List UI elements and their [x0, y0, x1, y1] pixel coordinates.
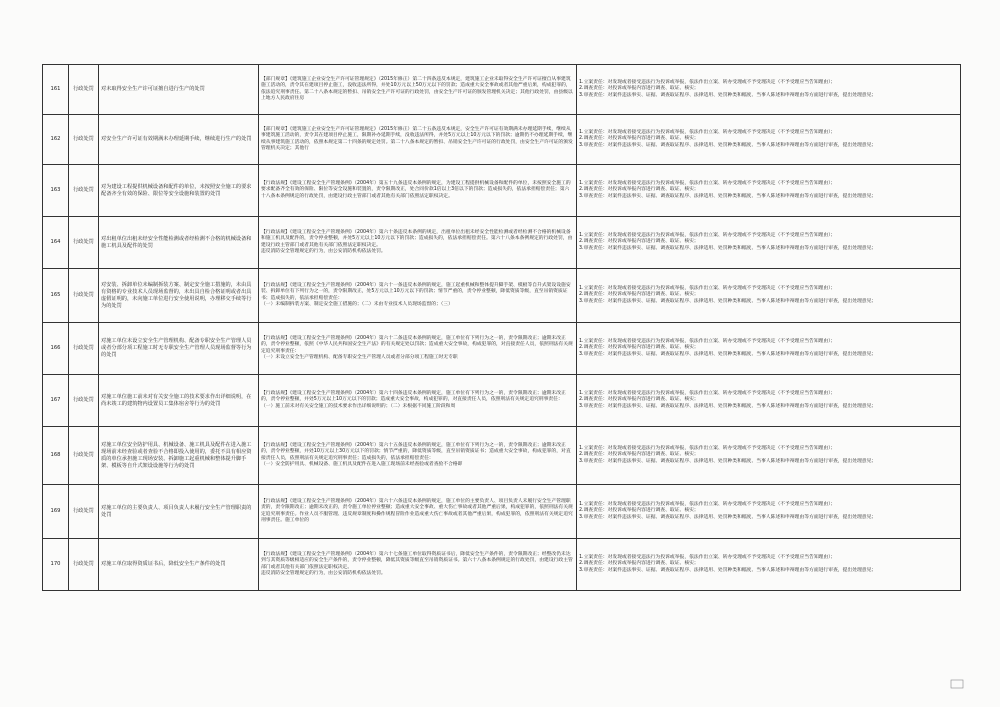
- legal-basis-paragraph: 【行政法规】《建设工程安全生产管理条例》（2004年）第六十条违反本条例的规定，出租单位出租未经安全性能检测或者经检测不合格的机械设备和施工机具及配件的，责令停业整顿，并处5万元以上10万元以下的罚款；造成损失的，依法承担赔偿责任。第六十八条本条例规定的行政处罚，由建设行政主管部门或者其他有关部门依照法定职权决定。: [261, 229, 573, 248]
- legal-basis-paragraph: 【部门规章】《建筑施工企业安全生产许可证管理规定》（2015年修正）第二十五条违反本规定，安全生产许可证有效期满未办理延期手续，继续从事建筑施工活动的，责令其在建项目停止施工，限期补办延期手续，没收违法所得，并处5万元以上10万元以下的罚款；逾期仍不办理延期手续，继续从事建筑施工活动的，依照本规定第二十四条的规定处罚。第二十八条本规定的暂扣、吊销安全生产许可证的行政处罚，由安全生产许可证的颁发管理机关决定；其他行: [261, 126, 573, 151]
- responsibility-item: 2.调查责任：对投诉或举报内容进行调查、取证、核实；: [579, 187, 699, 193]
- power-type: 行政处罚: [69, 115, 99, 165]
- legal-basis-paragraph: 【行政法规】《建设工程安全生产管理条例》（2004年）第六十五条违反本条例的规定，施工单位有下列行为之一的，责令限期改正；逾期未改正的，责令停业整顿，并处10万元以上30万元以下的罚款；情节严重的，降低资质等级，直至吊销资质证书；造成重大安全事故，构成犯罪的，对直接责任人员，依照刑法有关规定追究刑事责任；造成损失的，依法承担赔偿责任：: [261, 442, 571, 461]
- legal-basis: [259, 427, 577, 485]
- responsibility-item: 1.立案责任：对发现或者接受违法行为投诉或举报，依法作出立案、转办受理或不予受理决定（不予受理应当告知理由）；: [579, 232, 836, 238]
- legal-basis-paragraph: （一）安全防护用具、机械设备、施工机具及配件在进入施工现场前未经查验或者查验不合格即: [261, 461, 463, 467]
- power-type: 行政处罚: [69, 375, 99, 427]
- responsibility-list: [577, 165, 961, 217]
- responsibility-item: 2.调查责任：对投诉或举报内容进行调查、取证、核实；: [579, 136, 699, 142]
- row-number: 170: [43, 539, 69, 591]
- responsibility-list: [577, 217, 961, 269]
- responsibility-list: [577, 427, 961, 485]
- power-name: 对安装、拆卸单位未编制拆装方案、制定安全施工措施的，未由具有资格的专业技术人员现场监督的，未出具自检合格证明或者出具虚假证明的，未向施工单位进行安全使用说明，办理移交手续等行为的处罚: [99, 269, 259, 323]
- responsibility-item: 1.立案责任：对发现或者接受违法行为投诉或举报，依法作出立案、转办受理或不予受理决定（不予受理应当告知理由）；: [579, 390, 836, 396]
- legal-basis-paragraph: 【行政法规】《建设工程安全生产管理条例》（2004年）第六十七条施工单位取得资质证书后，降低安全生产条件的，责令限期改正；经整改仍未达到与其资质等级相适应的安全生产条件的，责令停业整顿，降低其资质等级直至吊销资质证书。第六十八条本条例规定的行政处罚，由建设行政主管部门或者其他有关部门依照法定职权决定。: [261, 551, 573, 570]
- responsibility-list: [577, 269, 961, 323]
- legal-basis: [259, 539, 577, 591]
- legal-basis-paragraph: 【行政法规】《建设工程安全生产管理条例》（2004年）第六十四条违反本条例的规定，施工单位有下列行为之一的，责令限期改正；逾期未改正的，责令停业整顿，并处5万元以上10万元以下的罚款；造成重大安全事故，构成犯罪的，对直接责任人员，依照刑法有关规定追究刑事责任：: [261, 390, 566, 403]
- table-row: [43, 165, 961, 217]
- responsibility-item: 3.审查责任：对案件违法事实、证据、调查取证程序、法律适用、处罚种类和幅度、当事人陈述和申辩理由等方面进行审查，提出处理意见；: [579, 514, 877, 520]
- legal-basis-paragraph: 违反消防安全管理规定的行为，由公安消防机构依法处罚。: [261, 570, 386, 576]
- responsibility-item: 1.立案责任：对发现或者接受违法行为投诉或举报，依法作出立案、转办受理或不予受理决定（不予受理应当告知理由）；: [579, 445, 836, 451]
- responsibility-item: 3.审查责任：对案件违法事实、证据、调查取证程序、法律适用、处罚种类和幅度、当事人陈述和申辩理由等方面进行审查，提出处理意见；: [579, 142, 877, 148]
- responsibility-item: 3.审查责任：对案件违法事实、证据、调查取证程序、法律适用、处罚种类和幅度、当事人陈述和申辩理由等方面进行审查，提出处理意见；: [579, 92, 877, 98]
- responsibility-list: [577, 65, 961, 115]
- row-number: 168: [43, 427, 69, 485]
- table-row: [43, 323, 961, 375]
- responsibility-list: [577, 539, 961, 591]
- responsibility-item: 2.调查责任：对投诉或举报内容进行调查、取证、核实；: [579, 86, 699, 92]
- power-type: 行政处罚: [69, 323, 99, 375]
- table-row: [43, 65, 961, 115]
- row-number: 169: [43, 485, 69, 539]
- power-type: 行政处罚: [69, 269, 99, 323]
- responsibility-item: 1.立案责任：对发现或者接受违法行为投诉或举报，依法作出立案、转办受理或不予受理决定（不予受理应当告知理由）；: [579, 554, 836, 560]
- legal-basis-paragraph: 【行政法规】《建设工程安全生产管理条例》（2004年）第五十九条违反本条例的规定，为建设工程提供机械设备和配件的单位，未按照安全施工的要求配备齐全有效的保险、限位等安全设施和装置的，责令限期改正，处合同价款1倍以上3倍以下的罚款；造成损失的，依法承担赔偿责任；第六十八条本条例规定的行政处罚，由建设行政主管部门或者其他有关部门依照法定职权决定。: [261, 180, 571, 199]
- row-number: 167: [43, 375, 69, 427]
- power-list-table: [42, 64, 961, 591]
- page-mark-icon: [950, 679, 964, 689]
- table-row: [43, 269, 961, 323]
- responsibility-list: [577, 323, 961, 375]
- responsibility-item: 1.立案责任：对发现或者接受违法行为投诉或举报，依法作出立案、转办受理或不予受理决定（不予受理应当告知理由）；: [579, 501, 836, 507]
- legal-basis-paragraph: （一）未设立安全生产管理机构、配备专职安全生产管理人员或者分部分项工程施工时无专职: [261, 354, 458, 360]
- responsibility-item: 2.调查责任：对投诉或举报内容进行调查、取证、核实；: [579, 452, 699, 458]
- table-row: [43, 217, 961, 269]
- table-row: [43, 539, 961, 591]
- power-name: 对施工单位安全防护用具、机械设备、施工机具及配件在进入施工现场前未经查验或者查验不合格即投入使用的，委托不具有相应资质的单位承担施工现场安装、拆卸施工起重机械和整体提升脚手架、模板等自升式架设设施等行为的处罚: [99, 427, 259, 485]
- power-name: 对安全生产许可证有效期满未办理延期手续，继续进行生产的处罚: [99, 115, 259, 165]
- legal-basis: [259, 217, 577, 269]
- table-row: [43, 115, 961, 165]
- row-number: 164: [43, 217, 69, 269]
- power-type: 行政处罚: [69, 217, 99, 269]
- power-name: 对施工单位取得资质证书后，降低安全生产条件的处罚: [99, 539, 259, 591]
- responsibility-item: 1.立案责任：对发现或者接受违法行为投诉或举报，依法作出立案、转办受理或不予受理决定（不予受理应当告知理由）；: [579, 180, 836, 186]
- responsibility-item: 2.调查责任：对投诉或举报内容进行调查、取证、核实；: [579, 397, 699, 403]
- legal-basis: [259, 485, 577, 539]
- legal-basis-paragraph: 【行政法规】《建设工程安全生产管理条例》（2004年）第六十一条违反本条例的规定，施工起重机械和整体提升脚手架、模板等自升式架设设施安装、拆卸单位有下列行为之一的，责令限期改正，处5万元以上10万元以下的罚款；情节严重的，责令停业整顿，降低资质等级，直至吊销资质证书；造成损失的，依法承担赔偿责任：: [261, 282, 571, 301]
- legal-basis: [259, 165, 577, 217]
- row-number: 162: [43, 115, 69, 165]
- responsibility-item: 1.立案责任：对发现或者接受违法行为投诉或举报，依法作出立案、转办受理或不予受理决定（不予受理应当告知理由）；: [579, 338, 836, 344]
- power-name: 对施工单位未设立安全生产管理机构、配备专职安全生产管理人员或者分部分项工程施工时无专职安全生产管理人员现场监督等行为的处罚: [99, 323, 259, 375]
- power-type: 行政处罚: [69, 165, 99, 217]
- responsibility-item: 3.审查责任：对案件违法事实、证据、调查取证程序、法律适用、处罚种类和幅度、当事人陈述和申辩理由等方面进行审查，提出处理意见；: [579, 458, 877, 464]
- responsibility-item: 2.调查责任：对投诉或举报内容进行调查、取证、核实；: [579, 508, 699, 514]
- responsibility-item: 2.调查责任：对投诉或举报内容进行调查、取证、核实；: [579, 345, 699, 351]
- row-number: 163: [43, 165, 69, 217]
- table-row: [43, 485, 961, 539]
- power-name: 对施工单位的主要负责人、项目负责人未履行安全生产管理职责的处罚: [99, 485, 259, 539]
- responsibility-list: [577, 375, 961, 427]
- responsibility-item: 3.审查责任：对案件违法事实、证据、调查取证程序、法律适用、处罚种类和幅度、当事人陈述和申辩理由等方面进行审查，提出处理意见；: [579, 403, 877, 409]
- responsibility-item: 2.调查责任：对投诉或举报内容进行调查、取证、核实；: [579, 239, 699, 245]
- table-row: [43, 375, 961, 427]
- legal-basis: [259, 65, 577, 115]
- row-number: 161: [43, 65, 69, 115]
- table-row: [43, 427, 961, 485]
- power-type: 行政处罚: [69, 485, 99, 539]
- power-type: 行政处罚: [69, 427, 99, 485]
- power-type: 行政处罚: [69, 65, 99, 115]
- responsibility-item: 1.立案责任：对发现或者接受违法行为投诉或举报，依法作出立案、转办受理或不予受理决定（不予受理应当告知理由）；: [579, 285, 836, 291]
- legal-basis-paragraph: 【部门规章】《建筑施工企业安全生产许可证管理规定》（2015年修正）第二十四条违反本规定，建筑施工企业未取得安全生产许可证擅自从事建筑施工活动的，责令其在建项目停止施工，没收违法所得，并处10万元以上50万元以下的罚款；造成重大安全事故或者其他严重后果，构成犯罪的，依法追究刑事责任。第二十八条本规定的暂扣、吊销安全生产许可证的行政处罚，由安全生产许可证的颁发管理机关决定；其他行政处罚，由县级以上地方人民政府住房: [261, 76, 573, 101]
- power-name: 对未取得安全生产许可证擅自进行生产的处罚: [99, 65, 259, 115]
- responsibility-item: 3.审查责任：对案件违法事实、证据、调查取证程序、法律适用、处罚种类和幅度、当事人陈述和申辩理由等方面进行审查，提出处理意见；: [579, 351, 877, 357]
- responsibility-item: 3.审查责任：对案件违法事实、证据、调查取证程序、法律适用、处罚种类和幅度、当事人陈述和申辩理由等方面进行审查，提出处理意见；: [579, 567, 877, 573]
- responsibility-item: 1.立案责任：对发现或者接受违法行为投诉或举报，依法作出立案、转办受理或不予受理决定（不予受理应当告知理由）；: [579, 129, 836, 135]
- legal-basis-paragraph: （一）未编制拆装方案、制定安全施工措施的；（二）未由专业技术人员现场监督的；（三）: [261, 301, 453, 307]
- responsibility-list: [577, 485, 961, 539]
- responsibility-item: 2.调查责任：对投诉或举报内容进行调查、取证、核实；: [579, 292, 699, 298]
- row-number: 166: [43, 323, 69, 375]
- row-number: 165: [43, 269, 69, 323]
- power-name: 对出租单位出租未经安全性能检测或者经检测不合格的机械设备和施工机具及配件的处罚: [99, 217, 259, 269]
- table-body: [43, 65, 961, 591]
- power-name: 对为建设工程提供机械设备和配件的单位，未按照安全施工的要求配备齐全有效的保险、限位等安全设施和装置的处罚: [99, 165, 259, 217]
- power-type: 行政处罚: [69, 539, 99, 591]
- legal-basis: [259, 375, 577, 427]
- responsibility-item: 3.审查责任：对案件违法事实、证据、调查取证程序、法律适用、处罚种类和幅度、当事人陈述和申辩理由等方面进行审查，提出处理意见；: [579, 298, 877, 304]
- legal-basis: [259, 323, 577, 375]
- legal-basis-paragraph: 违反消防安全管理规定的行为，由公安消防机构依法处罚。: [261, 248, 386, 254]
- responsibility-item: 3.审查责任：对案件违法事实、证据、调查取证程序、法律适用、处罚种类和幅度、当事人陈述和申辩理由等方面进行审查，提出处理意见；: [579, 193, 877, 199]
- power-name: 对施工单位施工前未对有关安全施工的技术要求作出详细说明，在尚未竣工的建筑物内设置员工集体宿舍等行为的处罚: [99, 375, 259, 427]
- responsibility-item: 1.立案责任：对发现或者接受违法行为投诉或举报，依法作出立案、转办受理或不予受理决定（不予受理应当告知理由）；: [579, 79, 836, 85]
- responsibility-item: 2.调查责任：对投诉或举报内容进行调查、取证、核实；: [579, 561, 699, 567]
- legal-basis-paragraph: 【行政法规】《建设工程安全生产管理条例》（2004年）第六十六条违反本条例的规定，施工单位的主要负责人、项目负责人未履行安全生产管理职责的，责令限期改正；逾期未改正的，责令施工单位停业整顿；造成重大安全事故、重大伤亡事故或者其他严重后果，构成犯罪的，依照刑法有关规定追究刑事责任。作业人员不服管理、违反规章制度和操作规程冒险作业造成重大伤亡事故或者其他严重后果，构成犯罪的，依照刑法有关规定追究刑事责任。施工单位的: [261, 498, 573, 523]
- legal-basis: [259, 115, 577, 165]
- responsibility-list: [577, 115, 961, 165]
- legal-basis-paragraph: （一）施工前未对有关安全施工的技术要求作出详细说明的；（二）未根据不同施工阶段和周: [261, 403, 456, 409]
- responsibility-item: 3.审查责任：对案件违法事实、证据、调查取证程序、法律适用、处罚种类和幅度、当事人陈述和申辩理由等方面进行审查，提出处理意见；: [579, 245, 877, 251]
- legal-basis: [259, 269, 577, 323]
- legal-basis-paragraph: 【行政法规】《建设工程安全生产管理条例》（2004年）第六十二条违反本条例的规定，施工单位有下列行为之一的，责令限期改正；逾期未改正的，责令停业整顿，依照《中华人民共和国安全生产法》的有关规定处以罚款；造成重大安全事故，构成犯罪的，对直接责任人员，依照刑法有关规定追究刑事责任：: [261, 335, 573, 354]
